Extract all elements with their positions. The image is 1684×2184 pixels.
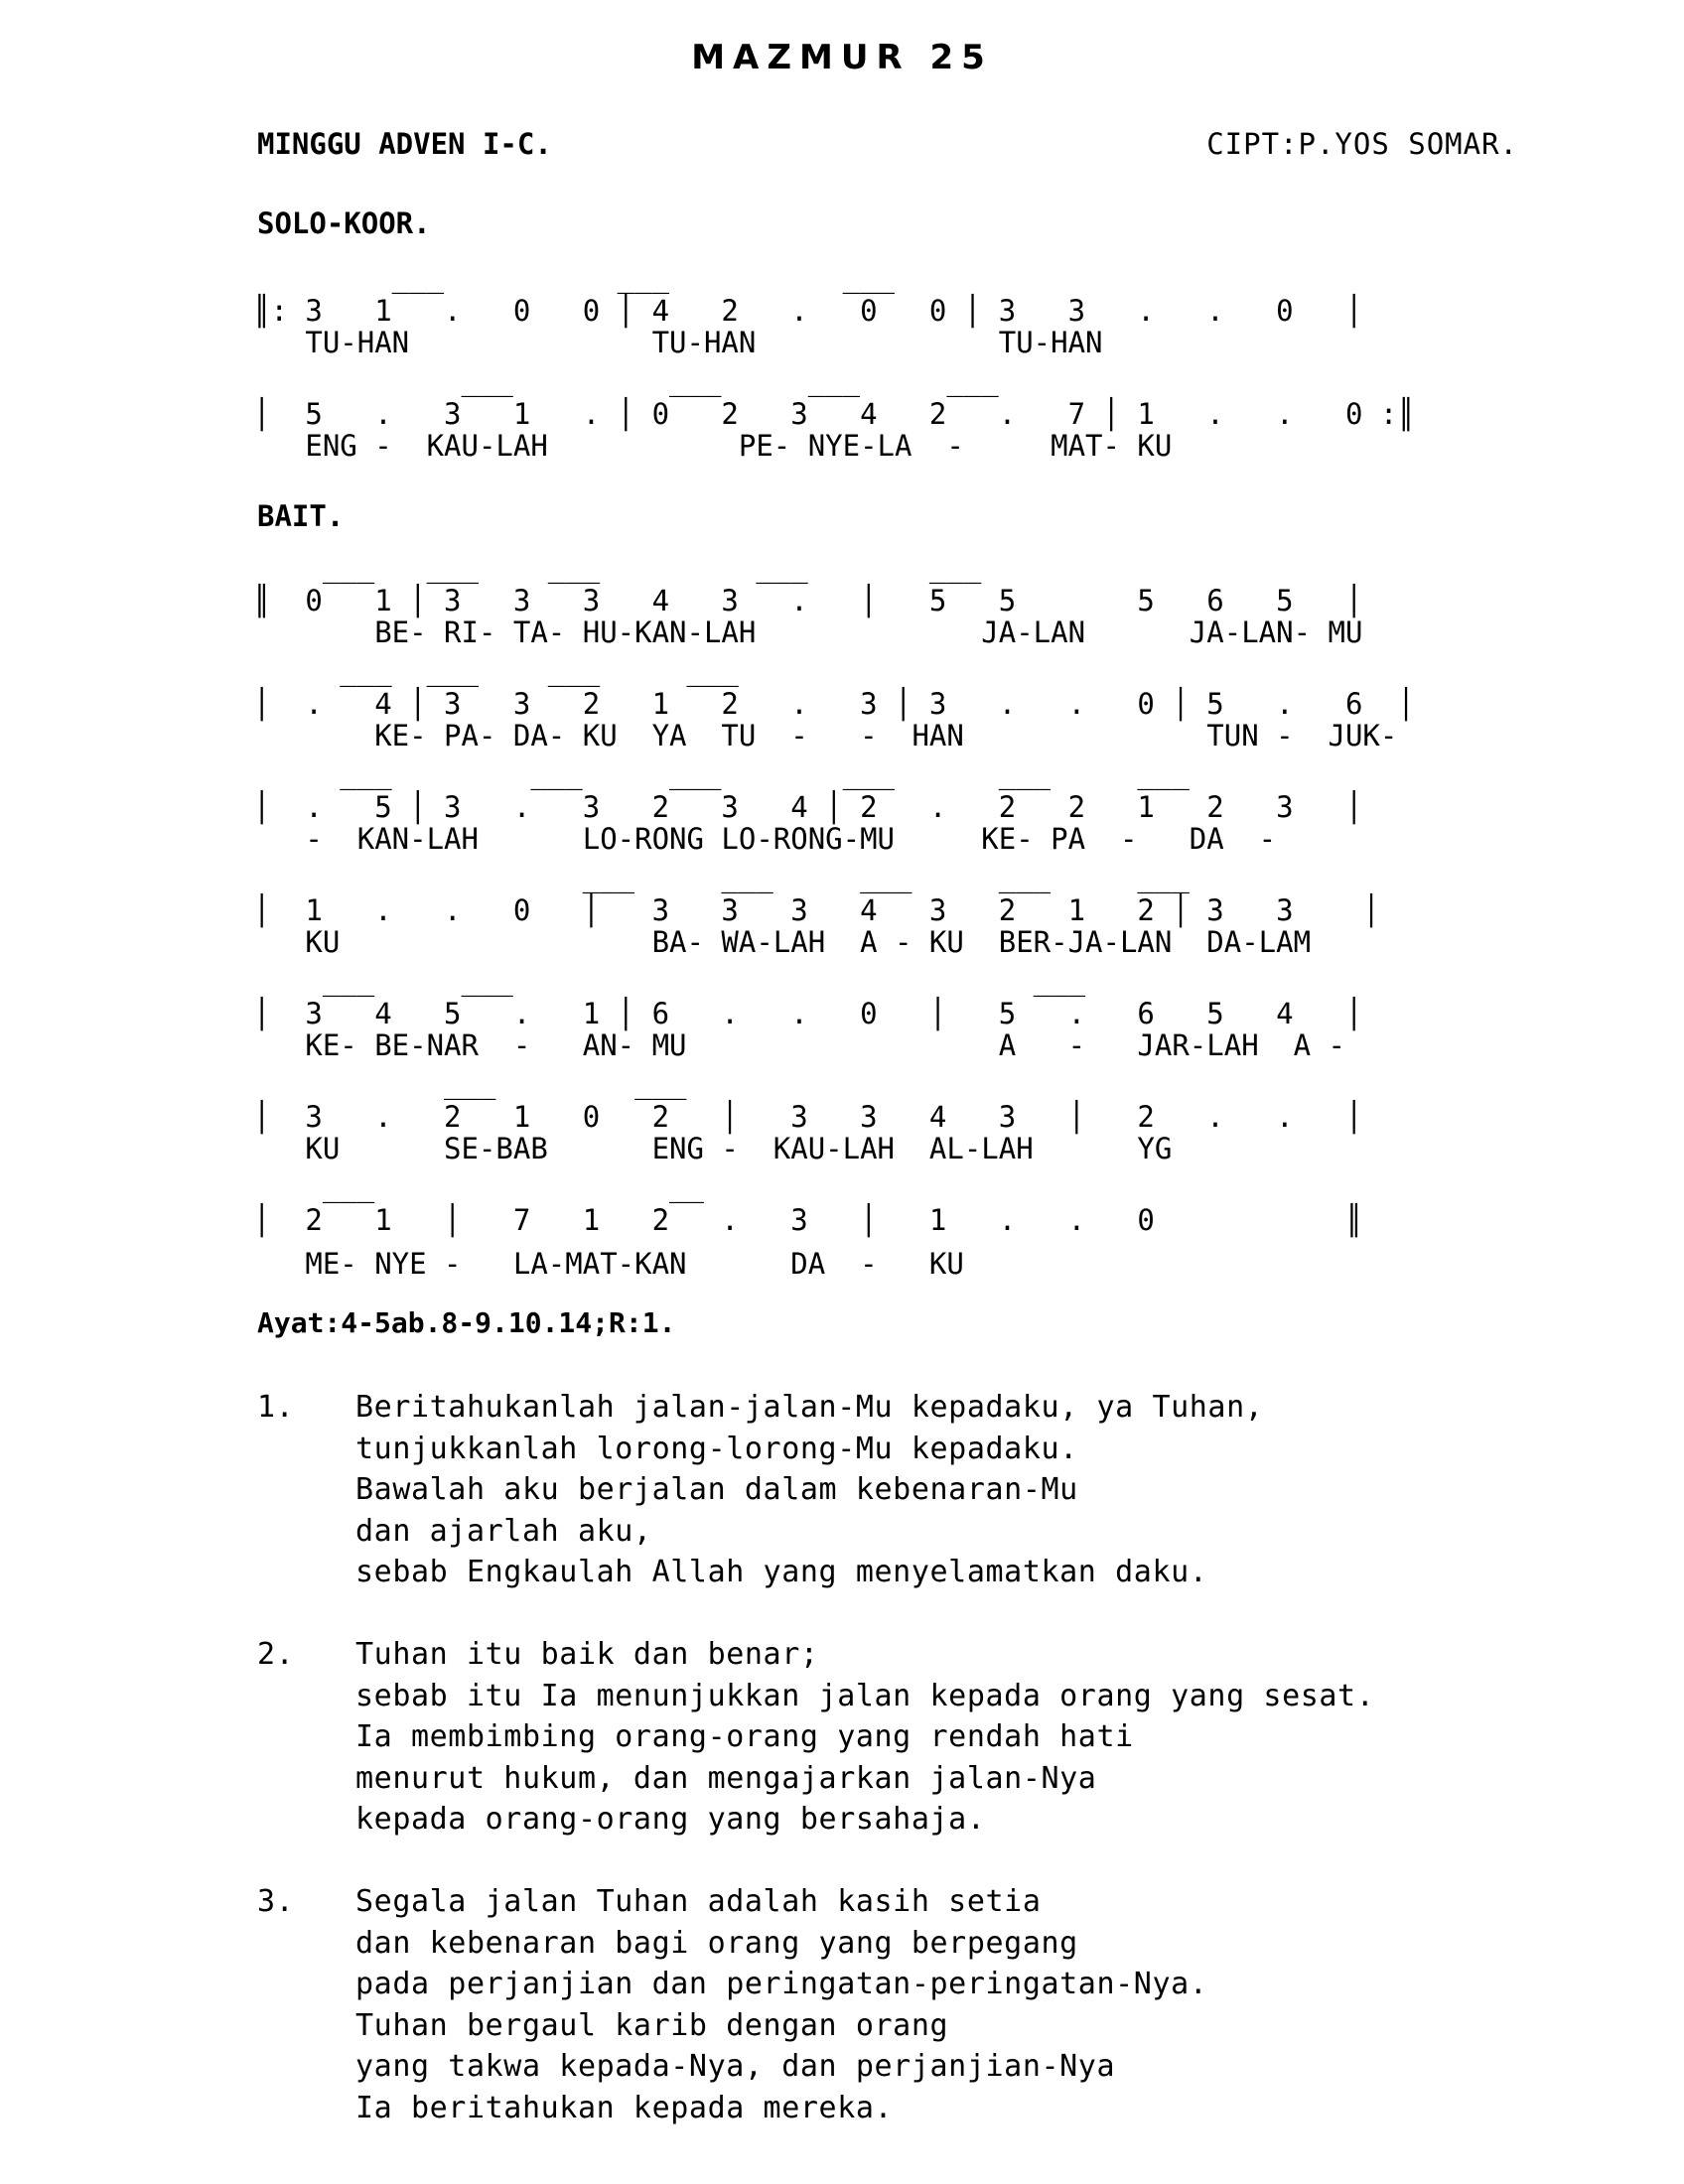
verse-line: menurut hukum, dan mengajarkan jalan-Nya (355, 1760, 1097, 1796)
verse-line: sebab itu Ia menunjukkan jalan kepada orang yang sesat. (355, 1678, 1375, 1713)
verse-line: Tuhan itu baik dan benar; (355, 1637, 819, 1672)
verse-number: 2. (257, 1637, 295, 1672)
verse-line: Ia beritahukan kepada mereka. (355, 2090, 894, 2125)
lyrics-line: - KAN-LAH LO-RONG LO-RONG-MU KE- PA - DA - (253, 822, 1277, 856)
verse-line: Bawalah aku berjalan dalam kebenaran-Mu (355, 1472, 1078, 1507)
refrain-heading: SOLO-KOOR. (257, 206, 431, 240)
lyrics-line: ME- NYE - LA-MAT-KAN DA - KU (253, 1247, 964, 1281)
beam-line: ___ ___ ___ (253, 260, 896, 294)
lyrics-line: KE- PA- DA- KU YA TU - - HAN TUN - JUK- (253, 719, 1398, 752)
verse-number: 1. (257, 1390, 295, 1425)
notes-line: │ 2 1 │ 7 1 2 . 3 │ 1 . . 0 ║ (253, 1203, 1363, 1237)
notes-line: │ . 5 │ 3 . 3 2 3 4 │ 2 . 2 2 1 2 3 │ (253, 790, 1363, 824)
notes-line: │ 1 . . 0 │ 3 3 3 4 3 2 1 2 │ 3 3 │ (253, 893, 1380, 927)
verse-line: tunjukkanlah lorong-lorong-Mu kepadaku. (355, 1431, 1078, 1466)
verse-line: Beritahukanlah jalan-jalan-Mu kepadaku, ya Tuhan, (355, 1390, 1264, 1425)
lyrics-line: BE- RI- TA- HU-KAN-LAH JA-LAN JA-LAN- MU (253, 615, 1363, 649)
bait-row-1 (253, 550, 1362, 649)
page-title: MAZMUR 25 (691, 38, 993, 77)
beam-line: ___ ___ ___ ___ (253, 653, 739, 687)
notes-line: │ 5 . 3 1 . │ 0 2 3 4 2 . 7 │ 1 . . 0 :║ (253, 397, 1415, 431)
beam-line: ___ ___ ___ ___ (253, 363, 999, 397)
bait-row-3 (253, 756, 1362, 856)
lyrics-line: KE- BE-NAR - AN- MU A - JAR-LAH A - (253, 1028, 1345, 1062)
beam-line: ___ ___ ___ ___ ___ (253, 550, 982, 584)
bait-heading: BAIT. (257, 499, 345, 533)
lyrics-line: ENG - KAU-LAH PE- NYE-LA - MAT- KU (253, 429, 1173, 463)
bait-row-5 (253, 963, 1362, 1062)
beam-line: ___ ___ ___ ___ ___ (253, 860, 1190, 893)
bait-row-2 (253, 653, 1415, 752)
notes-line: │ 3 . 2 1 0 2 │ 3 3 4 3 │ 2 . . │ (253, 1100, 1363, 1134)
notes-line: │ 3 4 5 . 1 │ 6 . . 0 │ 5 . 6 5 4 │ (253, 997, 1363, 1030)
verse-line: sebab Engkaulah Allah yang menyelamatkan daku. (355, 1555, 1208, 1589)
refrain-row-1 (253, 260, 1362, 359)
verse-line: Ia membimbing orang-orang yang rendah hati (355, 1719, 1134, 1754)
verse-line: Segala jalan Tuhan adalah kasih setia (355, 1884, 1042, 1919)
verse-line: kepada orang-orang yang bersahaja. (355, 1802, 986, 1837)
verse-line: dan kebenaran bagi orang yang berpegang (355, 1925, 1078, 1961)
bait-row-7 (253, 1169, 1362, 1281)
bait-row-6 (253, 1066, 1362, 1165)
lyrics-line: KU SE-BAB ENG - KAU-LAH AL-LAH YG (253, 1132, 1173, 1165)
lyrics-line: KU BA- WA-LAH A - KU BER-JA-LAN DA-LAM (253, 925, 1312, 959)
verse-line: Tuhan bergaul karib dengan orang (355, 2007, 949, 2043)
notes-line: │ . 4 │ 3 3 2 1 2 . 3 │ 3 . . 0 │ 5 . 6 │ (253, 687, 1415, 721)
verse-reference: Ayat:4-5ab.8-9.10.14;R:1. (257, 1306, 676, 1339)
beam-line: ___ ___ ___ (253, 963, 1086, 997)
verse-number: 3. (257, 1884, 295, 1919)
bait-row-4 (253, 860, 1380, 959)
verse-line: pada perjanjian dan peringatan-peringatan-Nya. (355, 1967, 1208, 2001)
liturgy-label: MINGGU ADVEN I-C. (257, 127, 552, 161)
beam-line: ___ ___ (253, 1066, 687, 1100)
notes-line: ║: 3 1 . 0 0 │ 4 2 . 0 0 │ 3 3 . . 0 │ (253, 294, 1363, 328)
notes-line: ║ 0 1 │ 3 3 3 4 3 . │ 5 5 5 6 5 │ (253, 584, 1363, 617)
beam-line: ___ ___ ___ ___ ___ ___ (253, 756, 1190, 790)
refrain-row-2 (253, 363, 1415, 463)
verse-line: yang takwa kepada-Nya, dan perjanjian-Nya (355, 2049, 1116, 2084)
verse-line: dan ajarlah aku, (355, 1513, 652, 1549)
lyrics-line: TU-HAN TU-HAN TU-HAN (253, 326, 1103, 359)
beam-line: ___ __ (253, 1169, 704, 1203)
composer-credit: CIPT:P.YOS SOMAR. (1206, 127, 1518, 161)
